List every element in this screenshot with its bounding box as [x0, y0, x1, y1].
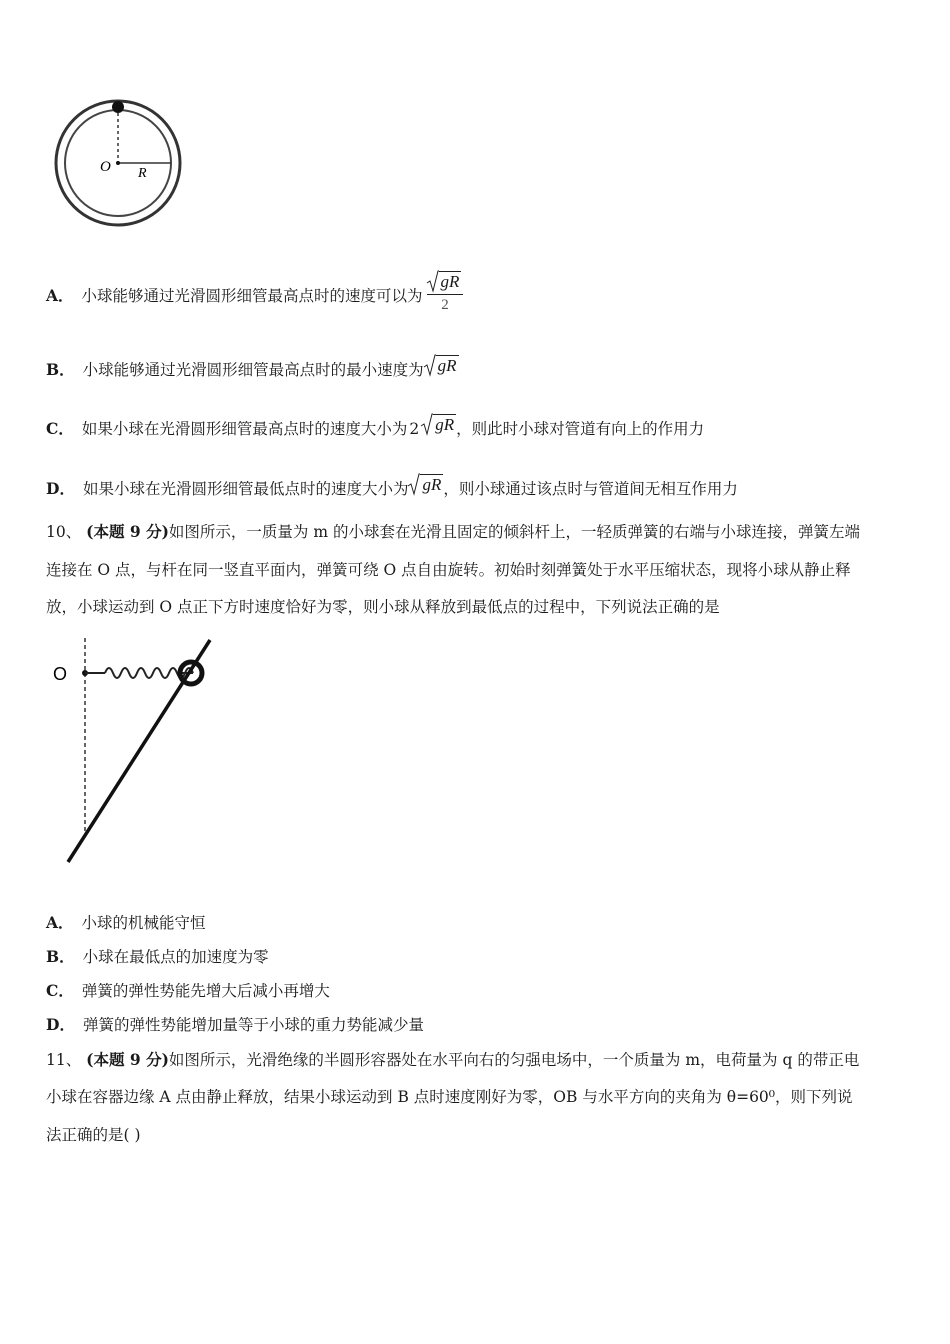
option-text: 小球在最低点的加速度为零 [82, 948, 269, 966]
sqrt-expression [408, 475, 443, 495]
option-letter: C． [46, 981, 74, 1000]
sqrt-expression [424, 356, 459, 376]
sqrt-content: gR [422, 475, 442, 494]
fraction-expression [427, 272, 464, 315]
question-text: 如图所示，一质量为 m 的小球套在光滑且固定的倾斜杆上，一轻质弹簧的右端与小球连接，弹簧左端 [168, 523, 860, 541]
q10-option-a [46, 913, 206, 933]
option-letter: B． [46, 360, 75, 379]
sqrt-content: gR [440, 272, 460, 291]
sqrt-content: gR [435, 415, 455, 434]
question-number: 11、 [46, 1051, 82, 1069]
option-letter: A． [46, 913, 74, 932]
question-text: 放，小球运动到 O 点正下方时速度恰好为零，则小球从释放到最低点的过程中，下列说法正确的是 [46, 598, 720, 616]
option-text: 如果小球在光滑圆形细管最高点时的速度大小为 [81, 420, 408, 438]
q11-stem-line-2 [46, 1087, 853, 1107]
q11-stem-line-1 [46, 1050, 859, 1070]
option-letter: B． [46, 947, 75, 966]
option-text: 小球的机械能守恒 [81, 914, 206, 932]
question-text: 小球在容器边缘 A 点由静止释放，结果小球运动到 B 点时速度刚好为零，OB 与水平方向的夹角为 θ=60⁰，则下列说 [46, 1088, 853, 1106]
option-tail: ，则此时小球对管道有向上的作用力 [456, 420, 705, 438]
question-number: 10、 [46, 523, 82, 541]
question-text: 如图所示，光滑绝缘的半圆形容器处在水平向右的匀强电场中，一个质量为 m，电荷量为 q 的带正电 [168, 1051, 860, 1069]
option-text: 小球能够通过光滑圆形细管最高点时的最小速度为 [82, 361, 424, 379]
spring-rod-figure [50, 636, 220, 868]
radius-label: R [138, 166, 147, 181]
sqrt-content: gR [437, 356, 457, 375]
option-letter: C． [46, 419, 74, 438]
coefficient: 2 [409, 420, 420, 438]
pivot-label: O [53, 664, 68, 684]
option-letter: A． [46, 286, 74, 305]
q10-stem-line-2 [46, 560, 851, 580]
center-label: O [100, 159, 111, 175]
q10-option-b [46, 947, 269, 967]
sqrt-expression [421, 415, 456, 435]
ball-top [112, 101, 124, 113]
option-tail: ，则小球通过该点时与管道间无相互作用力 [443, 480, 738, 498]
center-point [116, 161, 120, 165]
q11-stem-line-3 [46, 1125, 141, 1145]
option-letter: D． [46, 1015, 75, 1034]
q9-option-c [46, 415, 704, 439]
q10-option-d [46, 1015, 424, 1035]
q10-stem-line-3 [46, 597, 720, 617]
question-score: (本题 9 分) [86, 522, 169, 541]
option-text: 如果小球在光滑圆形细管最低点时的速度大小为 [82, 480, 409, 498]
q9-option-d [46, 475, 738, 499]
option-text: 弹簧的弹性势能先增大后减小再增大 [81, 982, 330, 1000]
question-score: (本题 9 分) [86, 1050, 169, 1069]
option-text: 弹簧的弹性势能增加量等于小球的重力势能减少量 [82, 1016, 424, 1034]
option-text: 小球能够通过光滑圆形细管最高点时的速度可以为 [81, 287, 423, 305]
q9-option-b [46, 356, 459, 380]
q10-option-c [46, 981, 330, 1001]
circular-tube-figure [40, 95, 190, 235]
q10-stem-line-1 [46, 522, 860, 542]
question-text: 连接在 O 点，与杆在同一竖直平面内，弹簧可绕 O 点自由旋转。初始时刻弹簧处于水平压缩状态，现将小球从静止释 [46, 561, 851, 579]
denominator: 2 [441, 297, 449, 313]
option-letter: D． [46, 479, 75, 498]
q9-option-a [46, 272, 463, 315]
question-text: 法正确的是( ) [46, 1126, 141, 1144]
